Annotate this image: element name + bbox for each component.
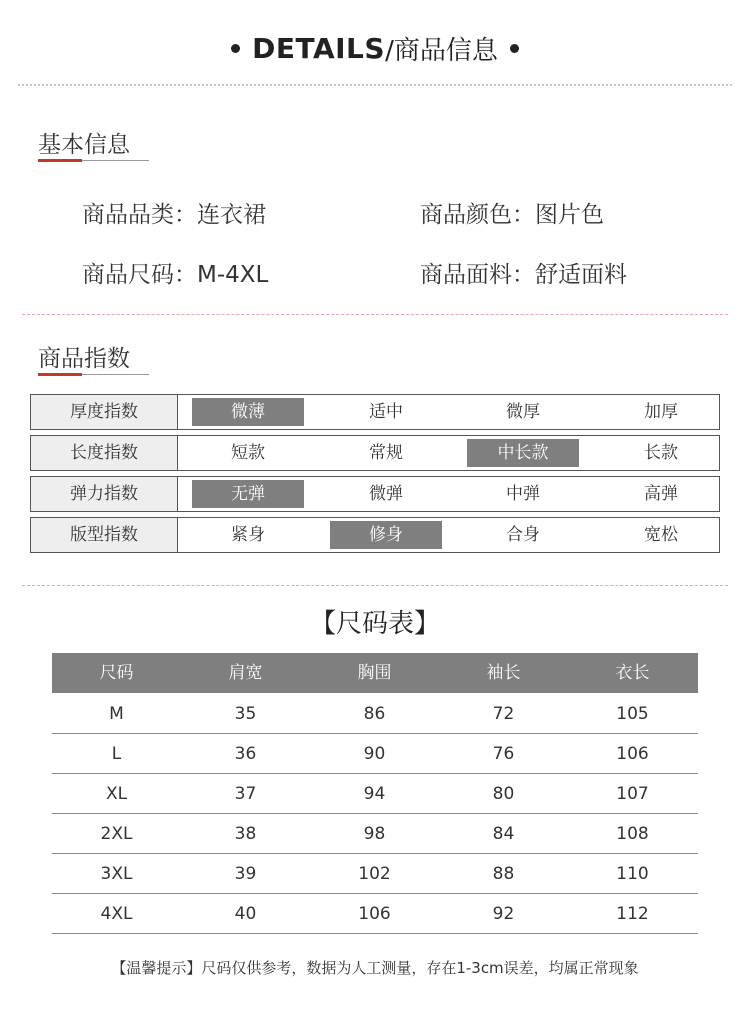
column-header: 衣长 xyxy=(615,663,650,683)
index-option: 合身 xyxy=(506,525,540,545)
page-header xyxy=(0,30,750,80)
table-cell: 35 xyxy=(234,704,257,724)
index-row-label: 弹力指数 xyxy=(31,477,178,511)
table-cell: 110 xyxy=(616,864,649,884)
table-cell: 90 xyxy=(363,744,386,764)
index-option-selected: 微薄 xyxy=(192,398,304,426)
column-header: 肩宽 xyxy=(228,663,263,683)
table-cell: 36 xyxy=(234,744,257,764)
index-option: 加厚 xyxy=(644,402,678,422)
info-size: 商品尺码：M-4XL xyxy=(82,262,269,288)
index-option: 长款 xyxy=(644,443,678,463)
table-cell: 84 xyxy=(492,824,515,844)
index-row xyxy=(30,435,720,471)
table-cell: 112 xyxy=(616,904,649,924)
index-option: 微厚 xyxy=(506,402,540,422)
size-table-title: 【尺码表】 xyxy=(309,609,440,639)
index-option: 短款 xyxy=(231,443,265,463)
table-cell: 108 xyxy=(616,824,649,844)
table-cell: M xyxy=(109,704,124,724)
table-row xyxy=(52,694,698,734)
info-fabric: 商品面料：舒适面料 xyxy=(420,262,627,288)
table-cell: 80 xyxy=(492,784,515,804)
table-cell: 98 xyxy=(363,824,386,844)
index-row-label: 版型指数 xyxy=(31,518,178,552)
table-cell: XL xyxy=(105,784,128,804)
header-divider xyxy=(18,84,732,86)
table-row xyxy=(52,894,698,934)
tip-note: 【温馨提示】尺码仅供参考，数据为人工测量，存在1-3cm误差，均属正常现象 xyxy=(111,959,639,977)
table-cell: 4XL xyxy=(100,904,133,924)
section-divider xyxy=(22,314,728,315)
index-option-selected: 修身 xyxy=(330,521,442,549)
table-cell: 94 xyxy=(363,784,386,804)
index-option: 紧身 xyxy=(231,525,265,545)
header-title-en: DETAILS xyxy=(252,32,386,65)
info-category: 商品品类：连衣裙 xyxy=(82,202,266,228)
index-option: 微弹 xyxy=(369,484,403,504)
basic-info-title: 基本信息 xyxy=(38,132,130,158)
table-cell: 76 xyxy=(492,744,515,764)
table-row xyxy=(52,774,698,814)
index-option: 常规 xyxy=(369,443,403,463)
table-cell: 38 xyxy=(234,824,257,844)
table-cell: L xyxy=(111,744,122,764)
table-cell: 92 xyxy=(492,904,515,924)
info-color: 商品颜色：图片色 xyxy=(420,202,604,228)
index-option: 适中 xyxy=(369,402,403,422)
table-cell: 2XL xyxy=(100,824,133,844)
table-cell: 39 xyxy=(234,864,257,884)
table-cell: 102 xyxy=(358,864,391,884)
bullet-dot-icon xyxy=(510,44,519,53)
size-table-header xyxy=(52,653,698,693)
table-cell: 105 xyxy=(616,704,649,724)
section-divider xyxy=(22,585,728,586)
column-header: 袖长 xyxy=(486,663,521,683)
index-title: 商品指数 xyxy=(38,346,130,372)
table-cell: 72 xyxy=(492,704,515,724)
table-cell: 106 xyxy=(358,904,391,924)
index-row xyxy=(30,394,720,430)
bullet-dot-icon xyxy=(231,44,240,53)
table-cell: 3XL xyxy=(100,864,133,884)
header-title-cn: /商品信息 xyxy=(385,36,498,66)
column-header: 胸围 xyxy=(357,663,392,683)
index-option-selected: 中长款 xyxy=(467,439,579,467)
index-option: 高弹 xyxy=(644,484,678,504)
table-row xyxy=(52,814,698,854)
index-row-label: 厚度指数 xyxy=(31,395,178,429)
index-row xyxy=(30,517,720,553)
index-row xyxy=(30,476,720,512)
table-row xyxy=(52,734,698,774)
table-cell: 88 xyxy=(492,864,515,884)
index-option: 中弹 xyxy=(506,484,540,504)
table-cell: 86 xyxy=(363,704,386,724)
table-row xyxy=(52,854,698,894)
index-option-selected: 无弹 xyxy=(192,480,304,508)
section-underline-accent xyxy=(38,373,82,376)
index-row-label: 长度指数 xyxy=(31,436,178,470)
column-header: 尺码 xyxy=(99,663,134,683)
table-cell: 37 xyxy=(234,784,257,804)
table-cell: 40 xyxy=(234,904,257,924)
section-underline-accent xyxy=(38,159,82,162)
table-cell: 107 xyxy=(616,784,649,804)
table-cell: 106 xyxy=(616,744,649,764)
index-option: 宽松 xyxy=(644,525,678,545)
